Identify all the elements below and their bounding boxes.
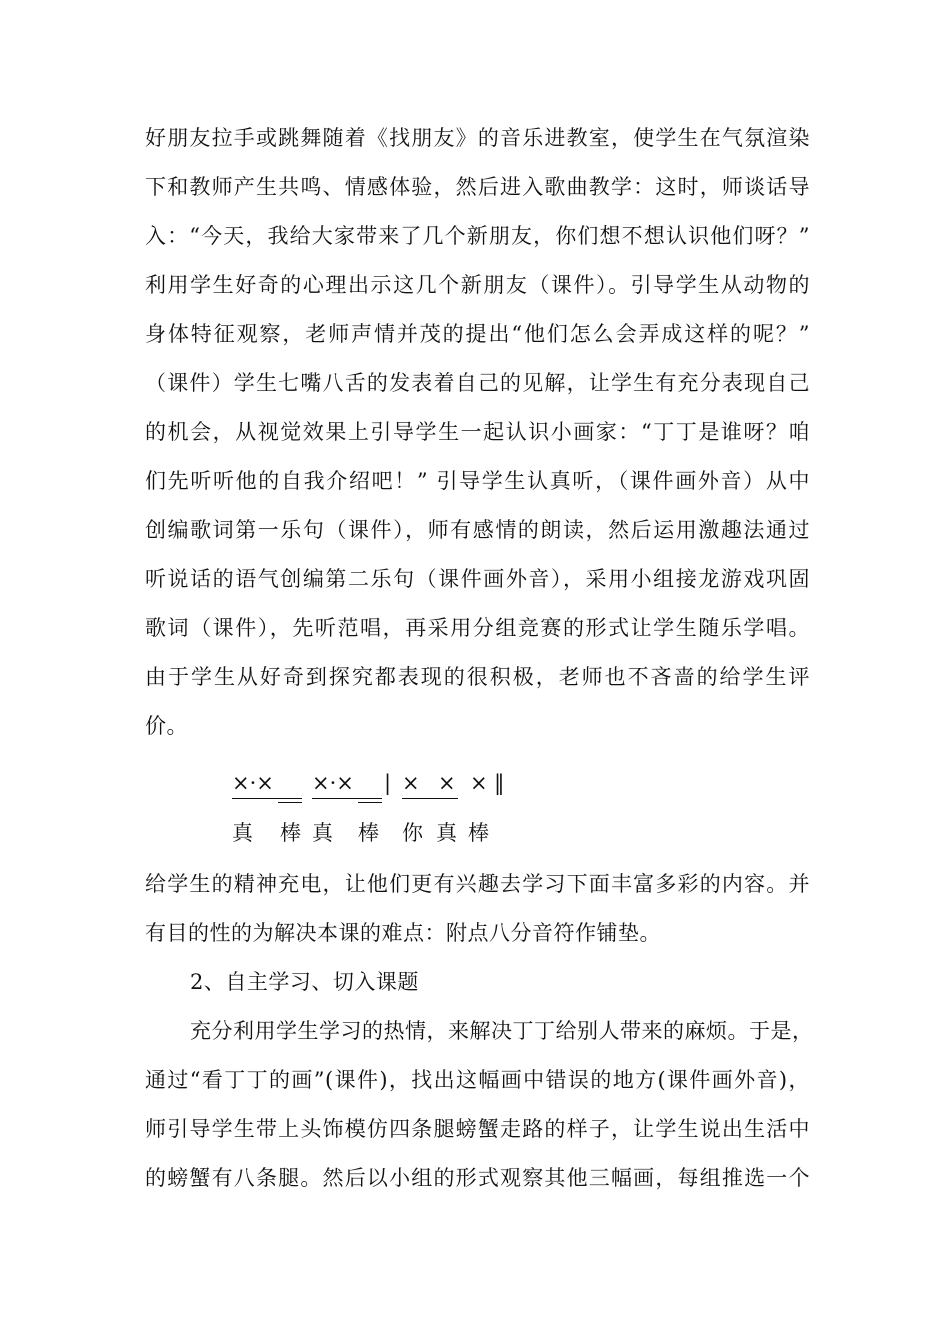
- text-line: 由于学生从好奇到探究都表现的很积极，老师也不吝啬的给学生评: [145, 665, 810, 689]
- lyric-char: 棒: [358, 821, 379, 845]
- lyric-char: 棒: [280, 821, 301, 845]
- text-line: 们先听听他的自我介绍吧！” 引导学生认真听，（课件画外音）从中: [145, 469, 810, 493]
- lyric-char: 你: [402, 821, 423, 845]
- text-line: 下和教师产生共鸣、情感体验，然后进入歌曲教学：这时，师谈话导: [145, 175, 810, 199]
- bar-line: |: [384, 771, 392, 795]
- rhythm-note: ×: [402, 771, 420, 795]
- text-line: 的螃蟹有八条腿。然后以小组的形式观察其他三幅画，每组推选一个: [145, 1166, 810, 1190]
- beam-line: [402, 798, 458, 799]
- text-line: 价。: [145, 714, 188, 738]
- end-bar-line: ‖: [494, 771, 505, 795]
- rhythm-note: ×: [470, 771, 488, 795]
- text-line: 利用学生好奇的心理出示这几个新朋友（课件）。引导学生从动物的: [145, 273, 810, 297]
- text-line: 师引导学生带上头饰模仿四条腿螃蟹走路的样子，让学生说出生活中: [145, 1117, 810, 1141]
- text-line: 的机会，从视觉效果上引导学生一起认识小画家：“丁丁是谁呀？咱: [145, 420, 810, 444]
- rhythm-note: ×·×: [232, 771, 274, 795]
- text-line: 给学生的精神充电，让他们更有兴趣去学习下面丰富多彩的内容。并: [145, 872, 810, 896]
- text-line: 有目的性的为解决本课的难点：附点八分音符作铺垫。: [145, 921, 661, 945]
- rhythm-note: ×·×: [312, 771, 354, 795]
- section-heading: 2、自主学习、切入课题: [190, 970, 419, 994]
- text-line: 创编歌词第一乐句（课件），师有感情的朗读，然后运用激趣法通过: [145, 518, 810, 542]
- lyric-char: 真: [232, 821, 253, 845]
- beam-line: [358, 802, 382, 803]
- text-line: 好朋友拉手或跳舞随着《找朋友》的音乐进教室，使学生在气氛渲染: [145, 126, 810, 150]
- rhythm-note: ×: [438, 771, 456, 795]
- text-line: 听说话的语气创编第二乐句（课件画外音），采用小组接龙游戏巩固: [145, 567, 810, 591]
- beam-line: [278, 802, 302, 803]
- lyric-char: 真: [312, 821, 333, 845]
- text-line: 通过“看丁丁的画”(课件)，找出这幅画中错误的地方(课件画外音)，: [145, 1068, 810, 1092]
- beam-line: [232, 798, 302, 799]
- beam-line: [312, 798, 382, 799]
- text-line: 身体特征观察，老师声情并茂的提出“他们怎么会弄成这样的呢？”: [145, 322, 810, 346]
- text-line: （课件）学生七嘴八舌的发表着自己的见解，让学生有充分表现自己: [145, 371, 810, 395]
- text-line: 歌词（课件），先听范唱，再采用分组竞赛的形式让学生随乐学唱。: [145, 616, 810, 640]
- text-line: 充分利用学生学习的热情，来解决丁丁给别人带来的麻烦。于是，: [190, 1019, 814, 1043]
- text-line: 入：“今天，我给大家带来了几个新朋友，你们想不想认识他们呀？”: [145, 224, 810, 248]
- lyric-char: 真: [436, 821, 457, 845]
- lyric-char: 棒: [468, 821, 489, 845]
